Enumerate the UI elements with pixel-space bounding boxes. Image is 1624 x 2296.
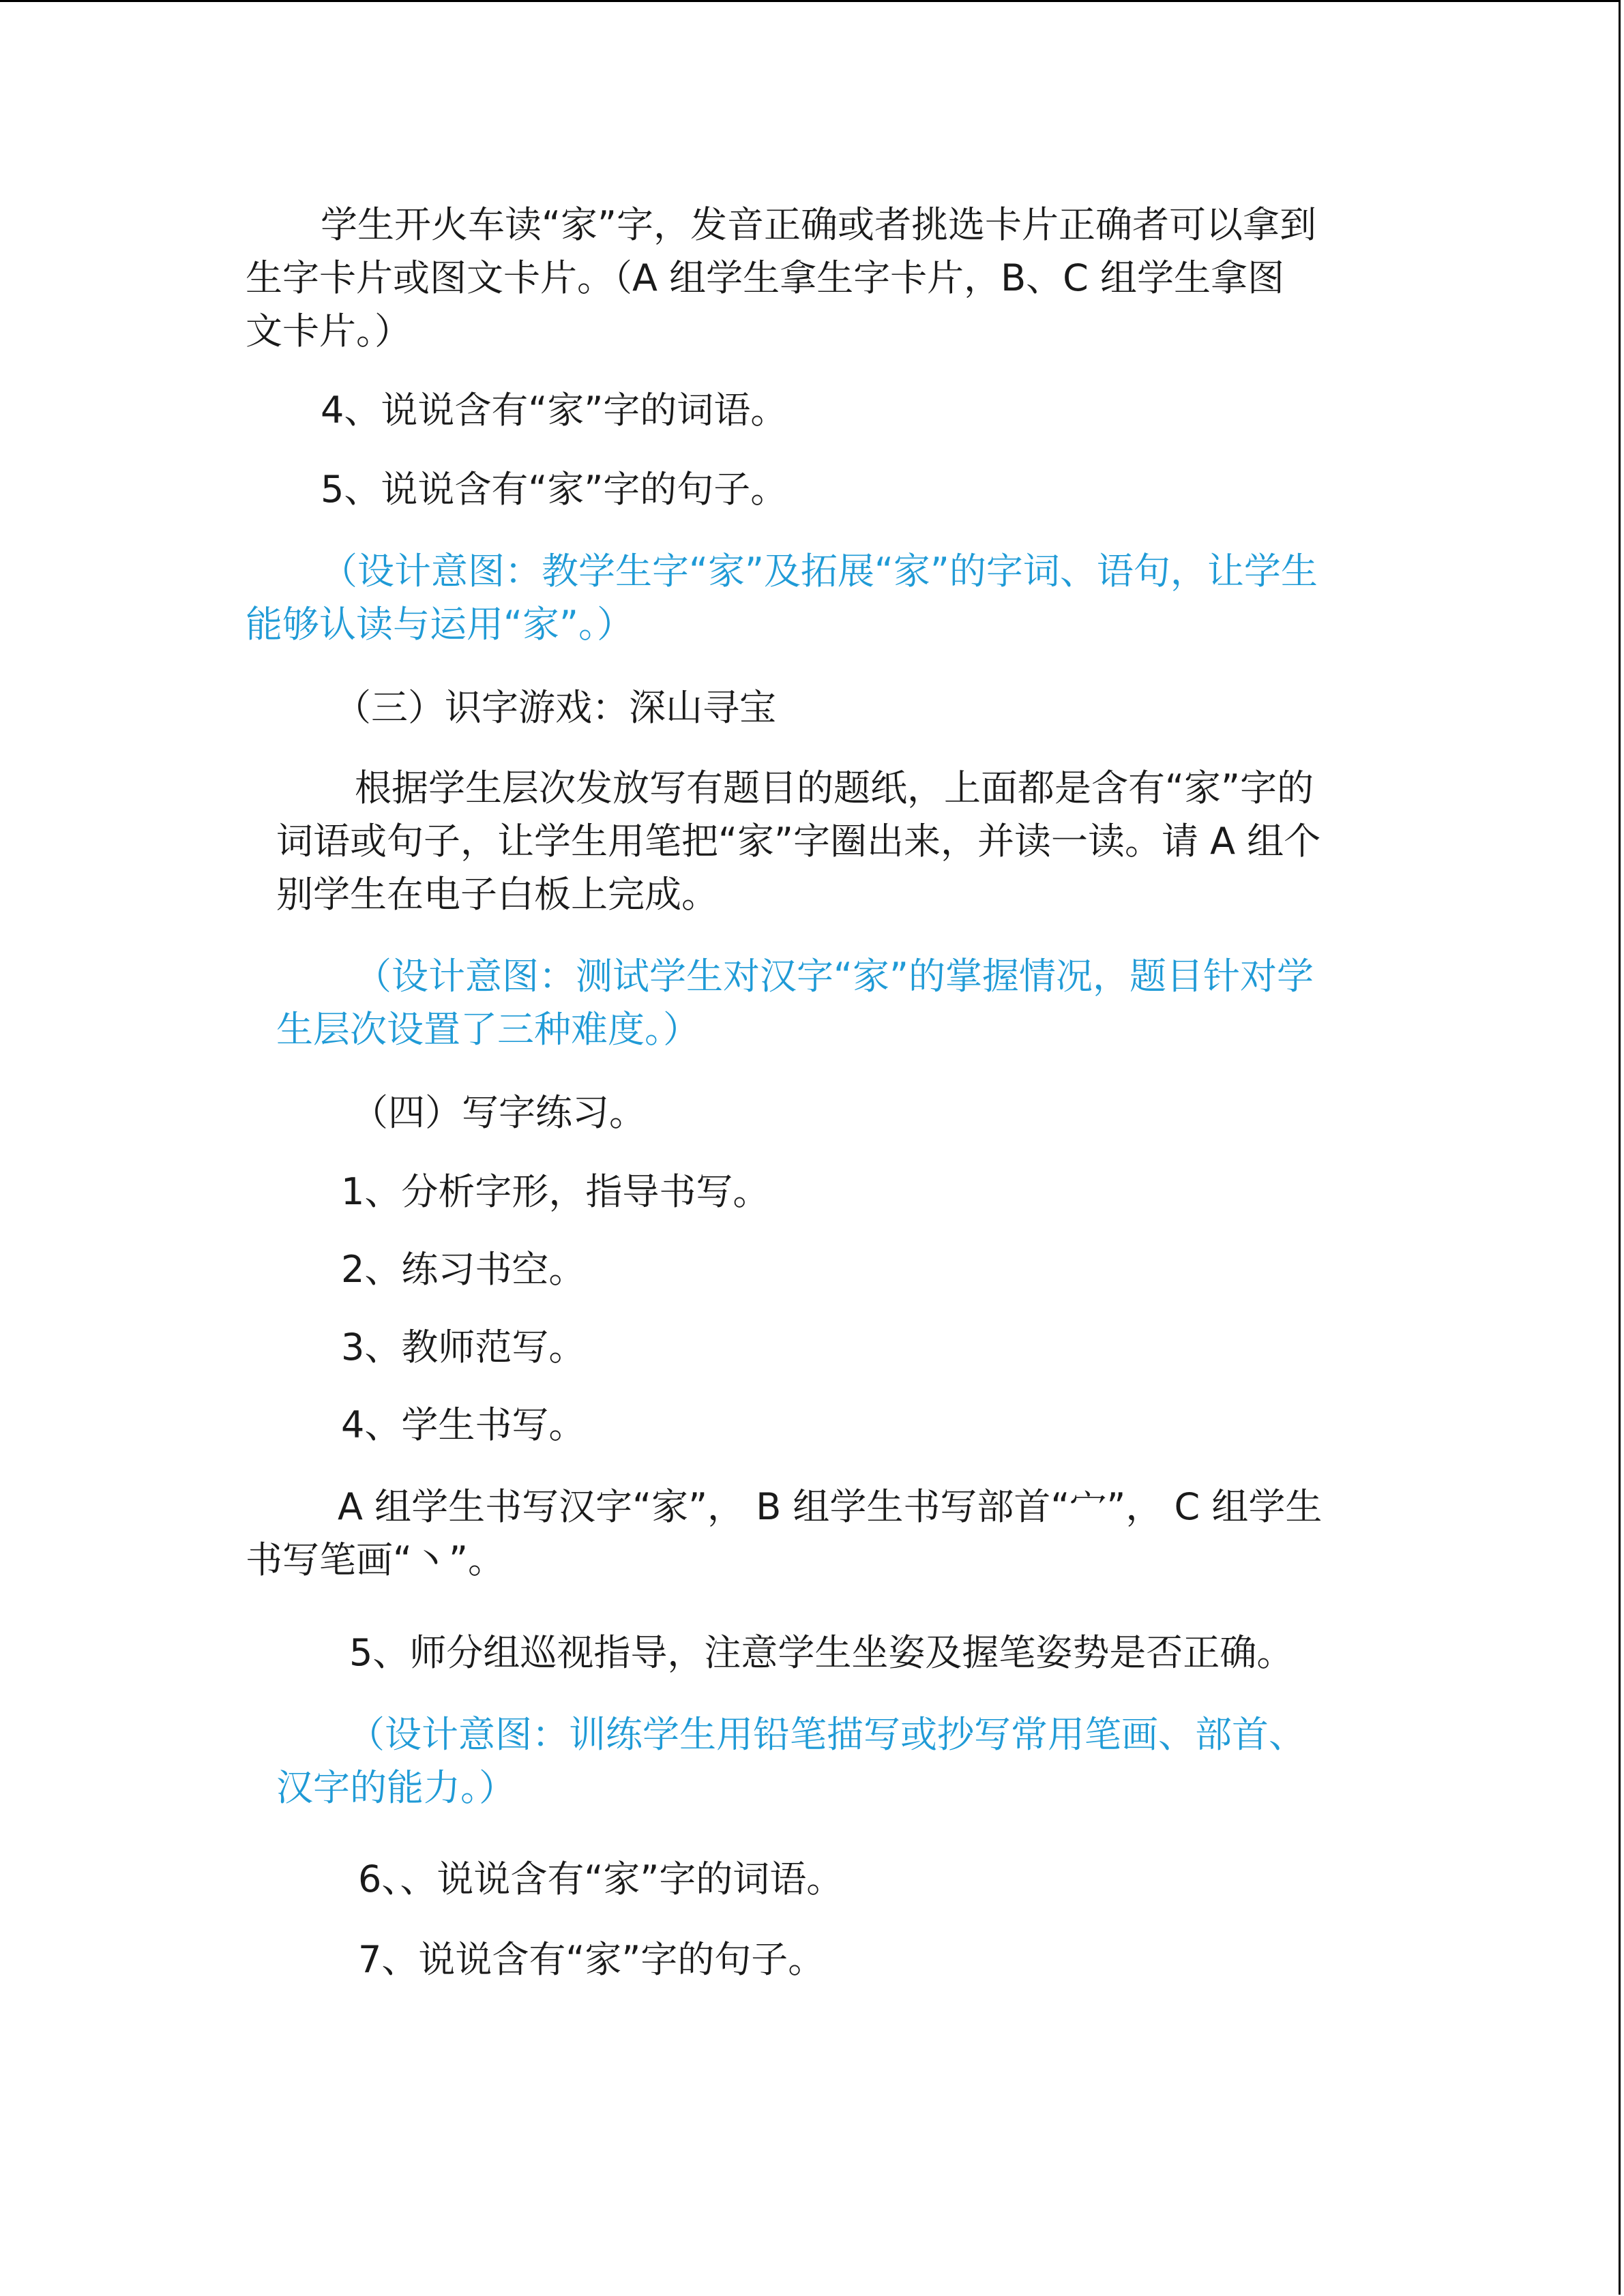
section-heading-4: （四）写字练习。 (351, 1091, 646, 1134)
paragraph-text-line: 根据学生层次发放写有题目的题纸，上面都是含有“家”字的 (355, 766, 1314, 809)
list-item-7-sentences: 7、说说含有“家”字的句子。 (358, 1938, 825, 1981)
design-intent-note: （设计意图：训练学生用铅笔描写或抄写常用笔画、部首、 (348, 1713, 1305, 1756)
design-intent-note: （设计意图：教学生字“家”及拓展“家”的字词、语句，让学生 (321, 550, 1318, 593)
list-item-4: 4、学生书写。 (341, 1403, 586, 1446)
paragraph-text-line: A 组学生书写汉字“家”， B 组学生书写部首“宀”， C 组学生 (338, 1485, 1323, 1528)
list-item-2: 2、练习书空。 (341, 1248, 586, 1291)
list-item-5-sentences: 5、说说含有“家”字的句子。 (321, 468, 788, 511)
section-heading-3: （三）识字游戏：深山寻宝 (334, 686, 776, 729)
list-item-4-words: 4、说说含有“家”字的词语。 (321, 389, 788, 432)
list-item-3: 3、教师范写。 (341, 1326, 586, 1369)
list-item-5-supervise: 5、师分组巡视指导，注意学生坐姿及握笔姿势是否正确。 (349, 1631, 1294, 1674)
paragraph-text-line: 词语或句子，让学生用笔把“家”字圈出来，并读一读。请 A 组个 (276, 820, 1321, 863)
design-intent-note: 汉字的能力。） (276, 1766, 516, 1809)
paragraph-text-line: 别学生在电子白板上完成。 (276, 873, 718, 916)
design-intent-note: 能够认读与运用“家”。） (246, 603, 634, 646)
paragraph-text-line: 文卡片。） (246, 310, 411, 353)
design-intent-note: 生层次设置了三种难度。） (276, 1008, 700, 1051)
list-item-6-words: 6、、说说含有“家”字的词语。 (358, 1858, 844, 1900)
paragraph-text-line: 生字卡片或图文卡片。（A 组学生拿生字卡片，B、C 组学生拿图 (246, 256, 1285, 299)
design-intent-note: （设计意图：测试学生对汉字“家”的掌握情况，题目针对学 (355, 955, 1314, 998)
paragraph-text-line: 书写笔画“丶”。 (246, 1538, 505, 1581)
list-item-1: 1、分析字形，指导书写。 (341, 1170, 770, 1213)
paragraph-text-line: 学生开火车读“家”字，发音正确或者挑选卡片正确者可以拿到 (321, 203, 1316, 246)
